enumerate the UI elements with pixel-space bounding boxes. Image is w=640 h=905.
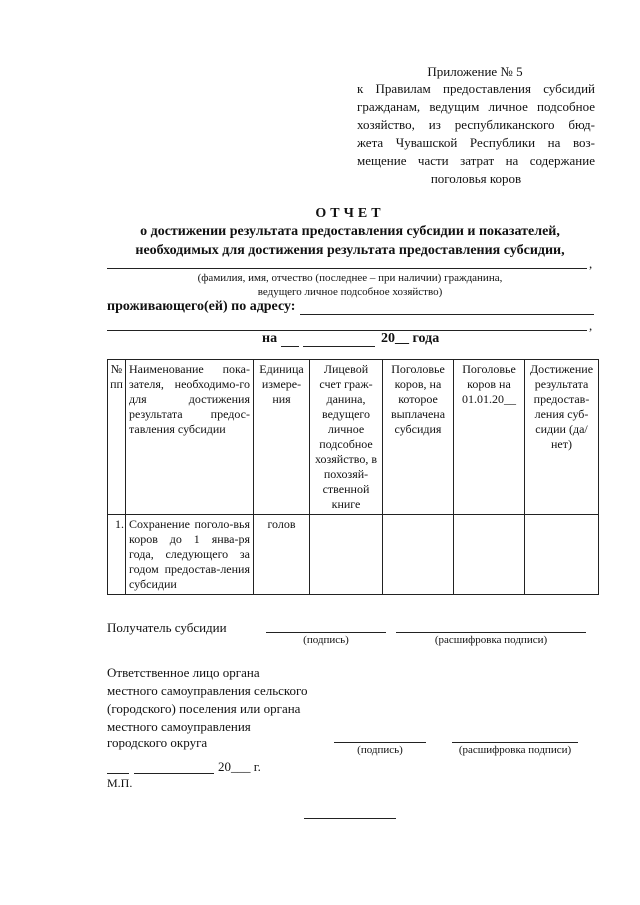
appendix-line-1: к Правилам предоставления субсидий	[357, 81, 595, 96]
official-signature-line[interactable]	[334, 742, 426, 743]
name-hint-1: (фамилия, имя, отчество (последнее – при наличии) гражданина,	[197, 272, 503, 284]
header-paid-herd: Поголовье коров, на которое выплачена субсидия	[383, 360, 454, 515]
row-account-cell[interactable]	[310, 515, 383, 595]
address-line-1[interactable]	[300, 314, 594, 315]
official-sign-hint: (подпись)	[357, 744, 403, 756]
report-subtitle-1: о достижении результата предоставления субсидии и показателей,	[140, 224, 560, 239]
official-line-2: местного самоуправления сельского	[107, 683, 308, 698]
date-prefix: на	[262, 331, 278, 346]
sign-date-month-line[interactable]	[134, 773, 214, 774]
footer-rule	[304, 818, 396, 819]
row-indicator: Сохранение поголо-вья коров до 1 янва-ря года, следующего за годом предостав-ления субсидии	[126, 515, 254, 595]
appendix-line-6: поголовья коров	[430, 171, 522, 186]
appendix-line-3: хозяйство, из республиканского бюд-	[357, 117, 595, 132]
header-indicator: Наименование пока-зателя, необходимо-го для достижения результата предос-тавления субсидии	[126, 360, 254, 515]
official-line-4: местного самоуправления	[107, 719, 251, 734]
official-line-3: (городского) поселения или органа	[107, 701, 301, 716]
row-unit: голов	[254, 515, 310, 595]
recipient-decode-hint: (расшифровка подписи)	[434, 634, 548, 646]
official-decode-hint: (расшифровка подписи)	[458, 744, 572, 756]
appendix-line-5: мещение части затрат на содержание	[357, 153, 595, 168]
recipient-signature-line[interactable]	[266, 632, 386, 633]
header-num: № пп	[108, 360, 126, 515]
indicators-table	[107, 359, 599, 595]
appendix-line-2: гражданам, ведущим личное подсобное	[357, 99, 595, 114]
stamp-label: М.П.	[107, 776, 133, 790]
recipient-sign-hint: (подпись)	[303, 634, 349, 646]
comma-2: ,	[589, 318, 593, 333]
appendix-line-4: жета Чувашской Республики на воз-	[357, 135, 595, 150]
recipient-decode-line[interactable]	[396, 632, 586, 633]
address-line-2[interactable]	[107, 330, 587, 331]
official-line-1: Ответственное лицо органа	[107, 665, 260, 680]
table-row	[108, 515, 599, 595]
header-unit: Единица измере-ния	[254, 360, 310, 515]
recipient-label: Получатель субсидии	[107, 620, 227, 635]
name-hint-2: ведущего личное подсобное хозяйство)	[257, 286, 443, 298]
date-year: 20__ года	[381, 331, 440, 346]
report-title: ОТЧЕТ	[315, 206, 385, 221]
appendix-label: Приложение № 5	[427, 64, 523, 79]
comma-1: ,	[589, 256, 593, 271]
header-result: Достижение результата предостав-ления суб-сидии (да/нет)	[525, 360, 599, 515]
table-header-row	[108, 360, 599, 515]
row-result-cell[interactable]	[525, 515, 599, 595]
address-label: проживающего(ей) по адресу:	[107, 299, 296, 314]
header-account: Лицевой счет граж-данина, ведущего личное подсобное хозяйство, в похозяй-ственной книге	[310, 360, 383, 515]
date-day-line[interactable]	[281, 346, 299, 347]
official-decode-line[interactable]	[452, 742, 578, 743]
official-line-5: городского округа	[107, 735, 208, 750]
row-herd-cell[interactable]	[454, 515, 525, 595]
citizen-name-line[interactable]	[107, 268, 587, 269]
date-month-line[interactable]	[303, 346, 375, 347]
row-num: 1.	[108, 515, 126, 595]
sign-date-year: 20___ г.	[218, 759, 261, 774]
row-paid-cell[interactable]	[383, 515, 454, 595]
report-subtitle-2: необходимых для достижения результата предоставления субсидии,	[135, 243, 565, 258]
header-herd-date: Поголовье коров на 01.01.20__	[454, 360, 525, 515]
